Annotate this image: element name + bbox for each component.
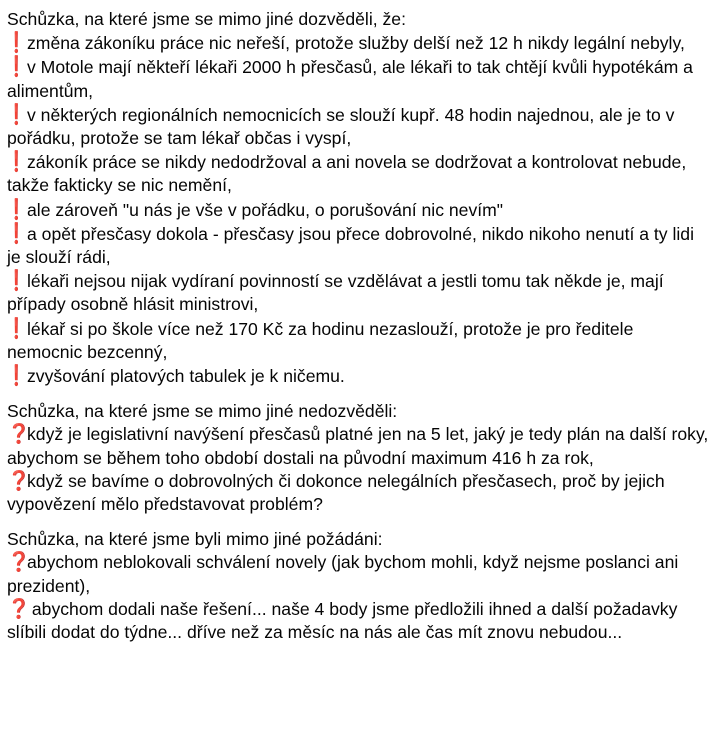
list-item: ❗zvyšování platových tabulek je k ničemu.: [7, 363, 345, 388]
list-item: ❗zákoník práce se nikdy nedodržoval a ani novela se dodržovat a kontrolovat nebude, takže fakticky se nic nemění,: [7, 149, 687, 196]
red-exclamation-icon: ❗: [7, 220, 26, 245]
red-exclamation-icon: ❗: [7, 101, 26, 126]
list-item: ❗lékaři nejsou nijak vydíraní povinností se vzdělávat a jestli tomu tak někde je, mají případy osobně hlásit ministrovi,: [7, 268, 664, 315]
section-heading: Schůzka, na které jsme byli mimo jiné požádáni:: [7, 529, 383, 550]
list-item: ❓abychom neblokovali schválení novely (jak bychom mohli, když nejsme poslanci ani prezident),: [7, 551, 679, 596]
list-item: ❓ abychom dodali naše řešení... naše 4 body jsme předložili ihned a další požadavky slíbili dodat do týdne... dříve než za měsíc na nás ale čas mít znovu nebudou...: [7, 597, 678, 643]
red-exclamation-icon: ❗: [7, 363, 26, 388]
red-question-icon: ❓: [7, 469, 31, 492]
section-not-learned: [7, 400, 711, 516]
red-exclamation-icon: ❗: [7, 315, 26, 340]
list-item: ❗ale zároveň "u nás je vše v pořádku, o porušování nic nevím": [7, 196, 504, 221]
list-item: ❗v Motole mají někteří lékaři 2000 h přesčasů, ale lékaři to tak chtějí kvůli hypotékám a alimentům,: [7, 54, 693, 101]
red-exclamation-icon: ❗: [7, 196, 26, 221]
red-question-icon: ❓: [7, 551, 31, 574]
red-exclamation-icon: ❗: [7, 30, 26, 55]
red-exclamation-icon: ❗: [7, 54, 26, 79]
list-item: ❗změna zákoníku práce nic neřeší, protože služby delší než 12 h nikdy legální nebyly,: [7, 30, 685, 55]
section-asked: [7, 528, 711, 644]
list-item: ❗lékař si po škole více než 170 Kč za hodinu nezaslouží, protože je pro ředitele nemocnic bezcenný,: [7, 315, 634, 362]
section-heading: Schůzka, na které jsme se mimo jiné dozvěděli, že:: [7, 9, 406, 29]
section-heading: Schůzka, na které jsme se mimo jiné nedozvěděli:: [7, 401, 398, 422]
red-question-icon: ❓: [7, 423, 31, 446]
list-item: ❗v některých regionálních nemocnicích se slouží kupř. 48 hodin najednou, ale je to v pořádku, protože se tam lékař občas i vyspí,: [7, 101, 675, 149]
red-question-icon: ❓: [7, 597, 31, 620]
red-exclamation-icon: ❗: [7, 149, 26, 174]
section-learned: [7, 8, 711, 388]
red-exclamation-icon: ❗: [7, 268, 26, 293]
list-item: ❗a opět přesčasy dokola - přesčasy jsou přece dobrovolné, nikdo nikoho nenutí a ty lidi je slouží rádi,: [7, 220, 694, 268]
list-item: ❓když se bavíme o dobrovolných či dokonce nelegálních přesčasech, proč by jejich vypovězení mělo představovat problém?: [7, 469, 665, 515]
list-item: ❓když je legislativní navýšení přesčasů platné jen na 5 let, jaký je tedy plán na další roky, abychom se během toho období dostali na původní maximum 416 h za rok,: [7, 423, 709, 468]
